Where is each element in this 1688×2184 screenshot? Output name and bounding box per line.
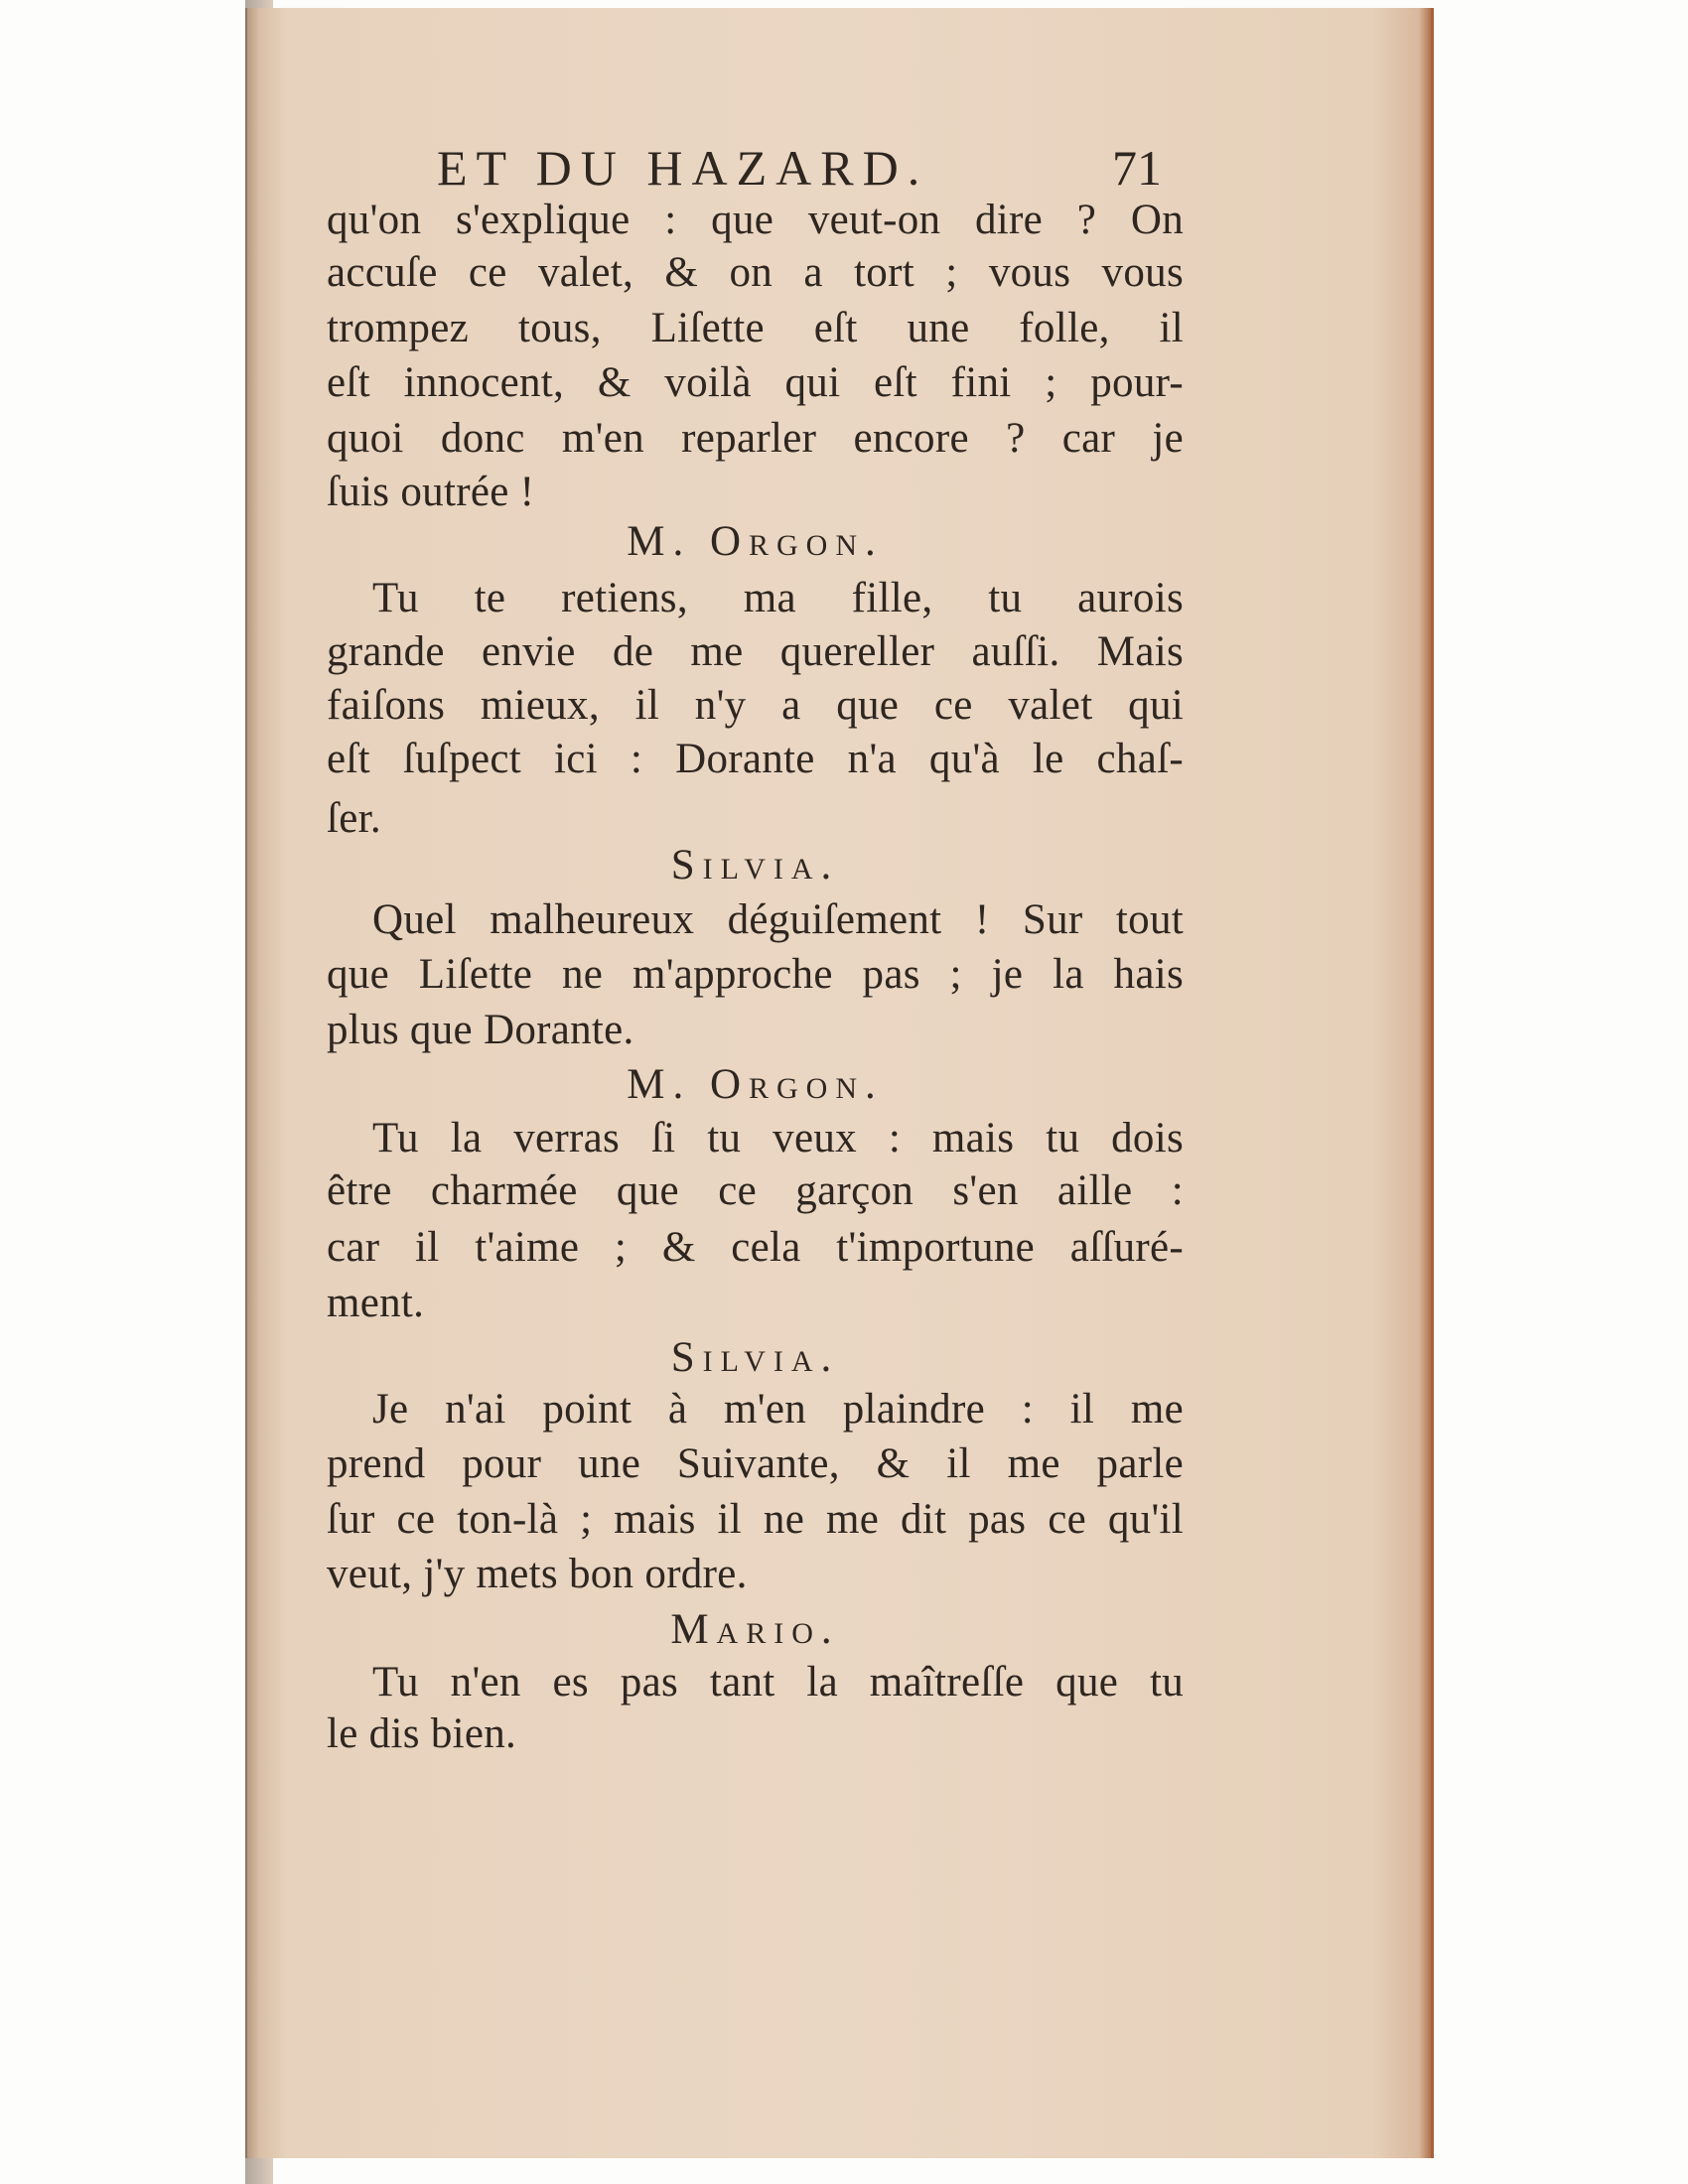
running-title: ET DU HAZARD. — [437, 140, 929, 196]
text-line: trompez tous, Liſette eſt une folle, il — [327, 305, 1184, 351]
text-line: le dis bien. — [327, 1710, 517, 1757]
text-line: grande envie de me quereller auſſi. Mais — [327, 628, 1184, 675]
text-line: faiſons mieux, il n'y a que ce valet qui — [327, 682, 1184, 729]
text-line: prend pour une Suivante, & il me parle — [327, 1440, 1184, 1487]
speaker-name: Silvia. — [670, 842, 840, 888]
text-line: eſt ſuſpect ici : Dorante n'a qu'à le chaſ- — [327, 736, 1184, 782]
text-line: être charmée que ce garçon s'en aille : — [327, 1167, 1184, 1214]
text-line: car il t'aime ; & cela t'importune aſſuré- — [327, 1224, 1184, 1271]
text-line: qu'on s'explique : que veut-on dire ? On — [327, 197, 1184, 243]
text-line: Quel malheureux déguiſement ! Sur tout — [372, 896, 1184, 943]
text-line: Tu n'en es pas tant la maîtreſſe que tu — [372, 1659, 1184, 1706]
speaker-name: M. Orgon. — [627, 1061, 884, 1108]
text-line: veut, j'y mets bon ordre. — [327, 1551, 748, 1597]
text-line: quoi donc m'en reparler encore ? car je — [327, 415, 1184, 462]
speaker-name: Mario. — [670, 1606, 840, 1653]
speaker-name: M. Orgon. — [627, 518, 884, 565]
text-line: plus que Dorante. — [327, 1007, 634, 1053]
text-line: Je n'ai point à m'en plaindre : il me — [372, 1386, 1184, 1433]
speaker-name: Silvia. — [670, 1334, 840, 1381]
page-number: 71 — [1112, 140, 1162, 196]
text-line: eſt innocent, & voilà qui eſt fini ; pour- — [327, 359, 1184, 406]
text-line: Tu te retiens, ma fille, tu aurois — [372, 575, 1184, 621]
text-line: ſer. — [327, 795, 381, 842]
text-line: que Liſette ne m'approche pas ; je la hais — [327, 951, 1184, 998]
text-line: ment. — [327, 1280, 425, 1326]
text-line: accuſe ce valet, & on a tort ; vous vous — [327, 249, 1184, 296]
text-line: ſur ce ton-là ; mais il ne me dit pas ce qu'il — [327, 1496, 1184, 1543]
text-line: ſuis outrée ! — [327, 469, 535, 515]
text-line: Tu la verras ſi tu veux : mais tu dois — [372, 1115, 1184, 1161]
